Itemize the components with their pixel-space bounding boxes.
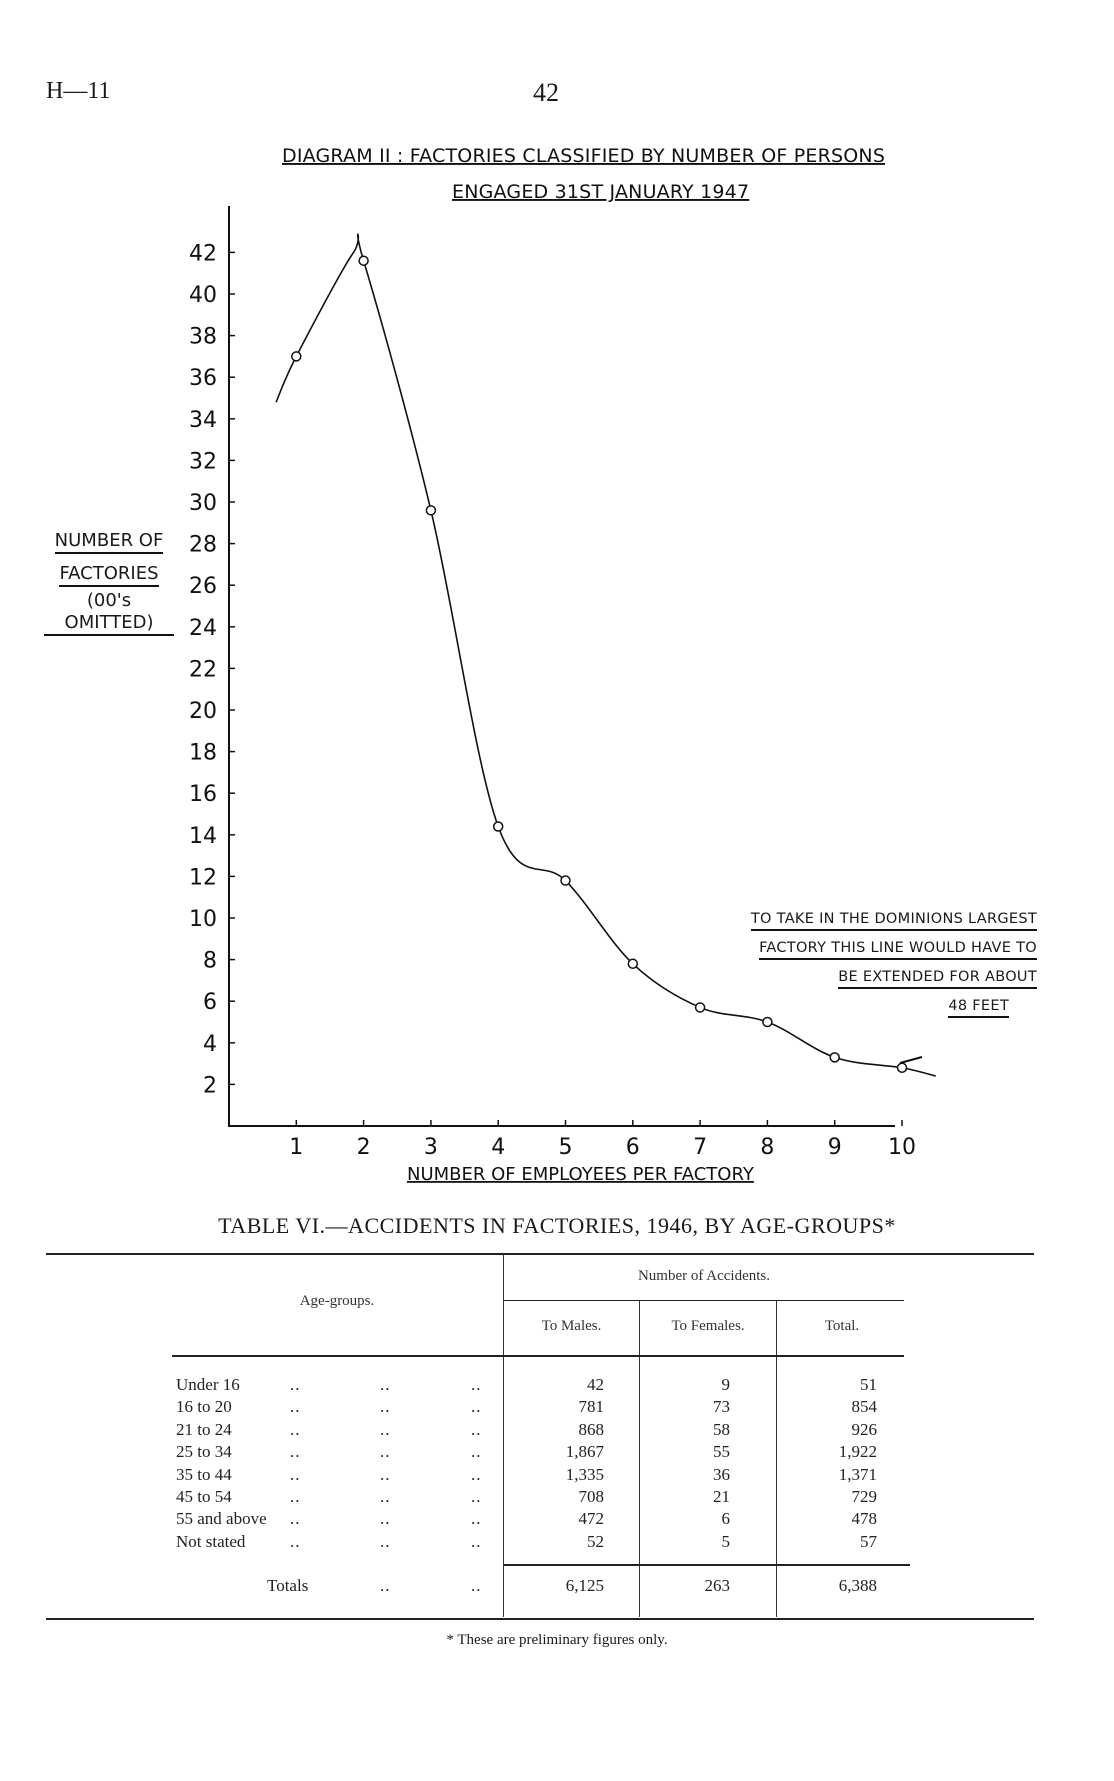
y-tick-label: 26 bbox=[189, 574, 217, 600]
table-caption: TABLE VI.—ACCIDENTS IN FACTORIES, 1946, BY AGE-GROUPS* bbox=[218, 1213, 896, 1238]
leader-dots: .. bbox=[380, 1375, 391, 1394]
y-tick-label: 18 bbox=[189, 740, 217, 766]
y-tick-label: 2 bbox=[203, 1073, 217, 1099]
y-tick-label: 20 bbox=[189, 699, 217, 724]
y-tick-label: 38 bbox=[189, 324, 217, 350]
y-axis-label bbox=[44, 524, 174, 639]
annotation-line: FACTORY THIS LINE WOULD HAVE TO bbox=[759, 938, 1037, 960]
y-tick-label: 16 bbox=[189, 782, 217, 808]
females-value: 6 bbox=[721, 1509, 730, 1529]
leader-dots: .. bbox=[471, 1397, 482, 1417]
age-groups-header: Age-groups. bbox=[299, 1293, 375, 1309]
leader-dots: .. bbox=[471, 1509, 482, 1529]
data-point bbox=[830, 1053, 839, 1062]
x-tick-label: 2 bbox=[356, 1135, 371, 1160]
age-group-label: 45 to 54 bbox=[176, 1487, 232, 1506]
annotation-line: TO TAKE IN THE DOMINIONS LARGEST bbox=[751, 909, 1037, 931]
females-value: 36 bbox=[713, 1464, 730, 1484]
total-header: Total. bbox=[824, 1318, 860, 1334]
age-group-label: 16 to 20 bbox=[176, 1397, 232, 1417]
table-top-rule bbox=[46, 1253, 1034, 1255]
leader-dots: .. bbox=[380, 1509, 391, 1529]
leader-dots: .. bbox=[290, 1464, 301, 1484]
total-value: 854 bbox=[851, 1397, 877, 1417]
page-number: 42 bbox=[533, 78, 559, 107]
males-value: 1,867 bbox=[565, 1442, 604, 1462]
leader-dots: .. bbox=[380, 1531, 391, 1551]
y-tick-label: 14 bbox=[189, 823, 217, 849]
annotation-line: BE EXTENDED FOR ABOUT bbox=[838, 967, 1037, 989]
y-tick-label: 34 bbox=[189, 407, 217, 433]
leader-dots: .. bbox=[290, 1487, 301, 1506]
leader-dots: .. bbox=[471, 1442, 482, 1462]
females-value: 5 bbox=[721, 1531, 730, 1551]
y-axis-label-line: FACTORIES bbox=[59, 563, 158, 587]
note-arrow bbox=[900, 1057, 922, 1063]
leader-dots: .. bbox=[471, 1487, 482, 1506]
y-tick-label: 40 bbox=[189, 283, 217, 308]
age-group-label: Under 16 bbox=[176, 1375, 240, 1394]
totals-males: 6,125 bbox=[565, 1576, 604, 1595]
annotation-line: 48 FEET bbox=[948, 996, 1009, 1018]
age-group-label: Not stated bbox=[176, 1531, 246, 1551]
leader-dots: .. bbox=[471, 1576, 482, 1595]
females-value: 73 bbox=[713, 1397, 730, 1417]
diagram-subtitle: ENGAGED 31ST JANUARY 1947 bbox=[452, 181, 750, 203]
x-tick-label: 6 bbox=[625, 1135, 640, 1160]
diagram-title: DIAGRAM II : FACTORIES CLASSIFIED BY NUMBER OF PERSONS bbox=[282, 145, 886, 167]
total-value: 478 bbox=[851, 1509, 877, 1529]
males-header: To Males. bbox=[541, 1318, 602, 1334]
data-point bbox=[628, 959, 637, 968]
x-tick-label: 3 bbox=[423, 1135, 438, 1160]
leader-dots: .. bbox=[471, 1531, 482, 1551]
leader-dots: .. bbox=[471, 1464, 482, 1484]
data-point bbox=[426, 506, 435, 515]
leader-dots: .. bbox=[380, 1442, 391, 1462]
leader-dots: .. bbox=[471, 1375, 482, 1394]
males-value: 868 bbox=[578, 1419, 604, 1439]
x-tick-label: 5 bbox=[558, 1135, 573, 1160]
table-footnote: * These are preliminary figures only. bbox=[446, 1632, 668, 1648]
totals-rule bbox=[504, 1564, 910, 1566]
table-bottom-rule bbox=[46, 1618, 1034, 1620]
data-point bbox=[561, 876, 570, 885]
y-axis-label-line: (00's OMITTED) bbox=[44, 590, 174, 636]
x-tick-label: 8 bbox=[760, 1135, 775, 1160]
age-group-label: 21 to 24 bbox=[176, 1419, 232, 1439]
y-tick-label: 36 bbox=[189, 366, 217, 392]
y-tick-label: 24 bbox=[189, 615, 217, 641]
header-rule bbox=[504, 1300, 904, 1301]
group-header: Number of Accidents. bbox=[637, 1268, 771, 1284]
females-header: To Females. bbox=[671, 1318, 745, 1334]
total-value: 926 bbox=[851, 1419, 877, 1439]
leader-dots: .. bbox=[290, 1509, 301, 1529]
total-value: 1,371 bbox=[838, 1464, 877, 1484]
total-value: 1,922 bbox=[838, 1442, 877, 1462]
leader-dots: .. bbox=[380, 1464, 391, 1484]
header-bottom-rule bbox=[172, 1355, 904, 1357]
x-tick-label: 1 bbox=[289, 1135, 304, 1160]
age-group-label: 55 and above bbox=[176, 1509, 267, 1529]
data-point bbox=[696, 1003, 705, 1012]
y-tick-label: 22 bbox=[189, 657, 217, 683]
males-value: 52 bbox=[587, 1531, 604, 1551]
x-tick-label: 7 bbox=[693, 1135, 708, 1160]
leader-dots: .. bbox=[471, 1419, 482, 1439]
males-value: 1,335 bbox=[565, 1464, 604, 1484]
x-tick-label: 4 bbox=[491, 1135, 506, 1160]
totals-females: 263 bbox=[704, 1576, 730, 1595]
y-tick-label: 4 bbox=[203, 1031, 217, 1057]
leader-dots: .. bbox=[380, 1487, 391, 1506]
total-value: 729 bbox=[851, 1487, 877, 1506]
page-reference: H—11 bbox=[46, 78, 111, 104]
data-point bbox=[359, 256, 368, 265]
females-value: 58 bbox=[713, 1419, 730, 1439]
leader-dots: .. bbox=[290, 1419, 301, 1439]
total-value: 51 bbox=[860, 1375, 877, 1394]
age-group-label: 35 to 44 bbox=[176, 1464, 232, 1484]
males-value: 708 bbox=[578, 1487, 604, 1506]
total-value: 57 bbox=[860, 1531, 877, 1551]
totals-label: Totals bbox=[267, 1576, 309, 1595]
y-tick-label: 30 bbox=[189, 491, 217, 516]
x-tick-label: 9 bbox=[827, 1135, 842, 1160]
leader-dots: .. bbox=[290, 1375, 301, 1394]
leader-dots: .. bbox=[380, 1576, 391, 1595]
males-value: 472 bbox=[578, 1509, 604, 1529]
females-value: 21 bbox=[713, 1487, 730, 1506]
leader-dots: .. bbox=[290, 1442, 301, 1462]
y-tick-label: 6 bbox=[203, 990, 217, 1016]
females-value: 9 bbox=[721, 1375, 730, 1394]
chart-annotation bbox=[722, 905, 1037, 1021]
y-tick-label: 32 bbox=[189, 449, 217, 475]
y-tick-label: 12 bbox=[189, 865, 217, 891]
data-point bbox=[898, 1063, 907, 1072]
data-point bbox=[292, 352, 301, 361]
y-tick-label: 8 bbox=[203, 948, 217, 974]
y-tick-label: 42 bbox=[189, 241, 217, 267]
males-value: 42 bbox=[587, 1375, 604, 1394]
leader-dots: .. bbox=[380, 1419, 391, 1439]
x-tick-label: 10 bbox=[888, 1135, 916, 1160]
totals-total: 6,388 bbox=[838, 1576, 877, 1595]
age-group-label: 25 to 34 bbox=[176, 1442, 232, 1462]
leader-dots: .. bbox=[290, 1531, 301, 1551]
leader-dots: .. bbox=[290, 1397, 301, 1417]
y-tick-label: 28 bbox=[189, 532, 217, 558]
males-value: 781 bbox=[578, 1397, 604, 1417]
leader-dots: .. bbox=[380, 1397, 391, 1417]
x-axis-label: NUMBER OF EMPLOYEES PER FACTORY bbox=[407, 1164, 754, 1185]
females-value: 55 bbox=[713, 1442, 730, 1462]
y-tick-label: 10 bbox=[189, 907, 217, 932]
data-point bbox=[494, 822, 503, 831]
y-axis-label-line: NUMBER OF bbox=[55, 530, 164, 554]
